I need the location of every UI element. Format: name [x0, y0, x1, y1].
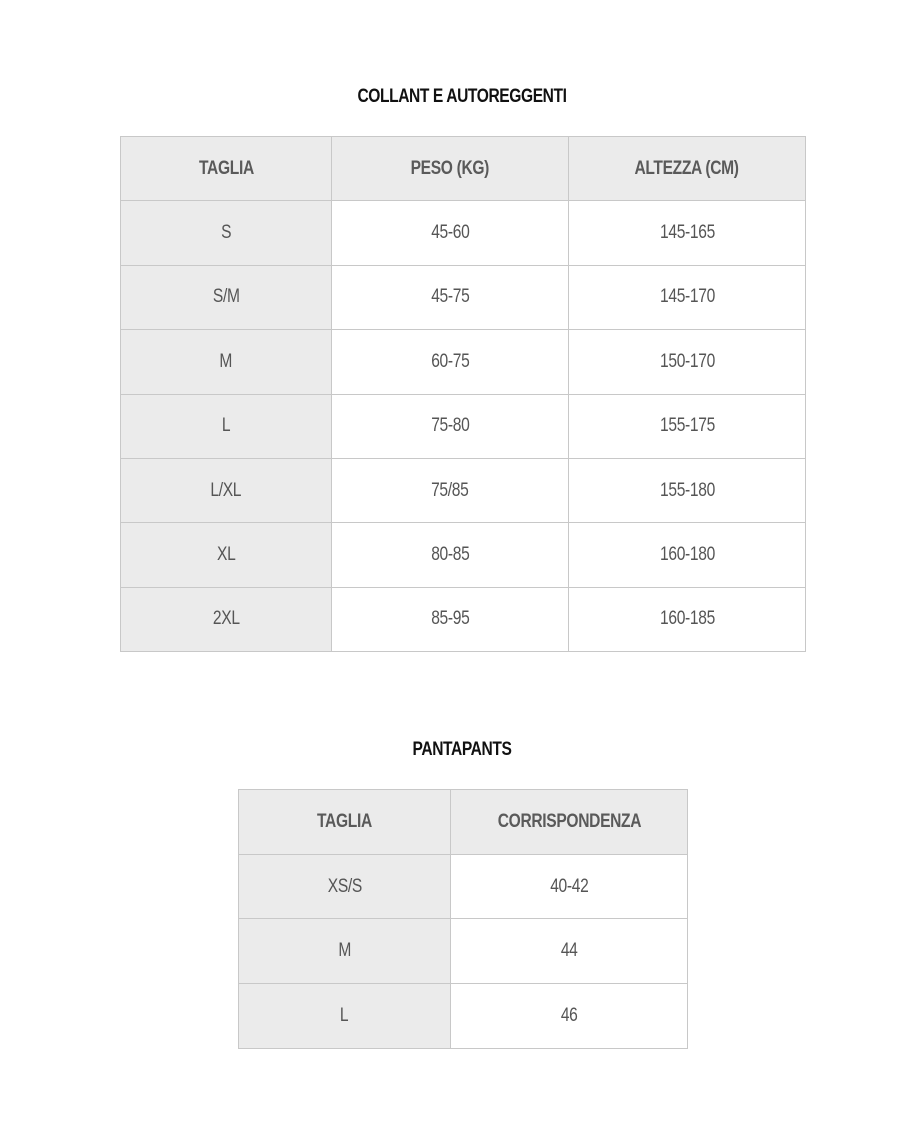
size-cell: M [239, 919, 451, 984]
height-cell: 160-180 [569, 523, 806, 587]
correspondence-cell: 46 [451, 984, 688, 1049]
table-row [121, 587, 806, 651]
correspondence-cell: 40-42 [451, 854, 688, 919]
weight-cell: 75/85 [332, 458, 569, 522]
correspondence-cell: 44 [451, 919, 688, 984]
size-cell: M [121, 330, 332, 394]
size-cell: 2XL [121, 587, 332, 651]
table-header-row [121, 137, 806, 201]
weight-cell: 80-85 [332, 523, 569, 587]
weight-cell: 45-60 [332, 201, 569, 265]
size-cell: L/XL [121, 458, 332, 522]
height-cell: 160-185 [569, 587, 806, 651]
table-row [121, 394, 806, 458]
collant-size-table [120, 136, 806, 652]
size-cell: S [121, 201, 332, 265]
height-cell: 155-180 [569, 458, 806, 522]
header-altezza: ALTEZZA (CM) [569, 137, 806, 201]
table-row [121, 330, 806, 394]
table-row [239, 984, 688, 1049]
header-peso: PESO (KG) [332, 137, 569, 201]
height-cell: 150-170 [569, 330, 806, 394]
header-corrispondenza: CORRISPONDENZA [451, 790, 688, 855]
weight-cell: 60-75 [332, 330, 569, 394]
size-cell: XS/S [239, 854, 451, 919]
table-row [239, 854, 688, 919]
size-cell: XL [121, 523, 332, 587]
table-row [121, 201, 806, 265]
header-taglia: TAGLIA [239, 790, 451, 855]
size-cell: S/M [121, 265, 332, 329]
weight-cell: 75-80 [332, 394, 569, 458]
table-row [121, 265, 806, 329]
table-row [121, 523, 806, 587]
collant-section-title: COLLANT E AUTOREGGENTI [357, 86, 567, 107]
size-cell: L [121, 394, 332, 458]
height-cell: 145-165 [569, 201, 806, 265]
header-taglia: TAGLIA [121, 137, 332, 201]
weight-cell: 45-75 [332, 265, 569, 329]
size-cell: L [239, 984, 451, 1049]
pantapants-section-title: PANTAPANTS [412, 739, 512, 760]
pantapants-size-table [238, 789, 688, 1049]
table-row [121, 458, 806, 522]
weight-cell: 85-95 [332, 587, 569, 651]
table-row [239, 919, 688, 984]
height-cell: 155-175 [569, 394, 806, 458]
table-header-row [239, 790, 688, 855]
height-cell: 145-170 [569, 265, 806, 329]
